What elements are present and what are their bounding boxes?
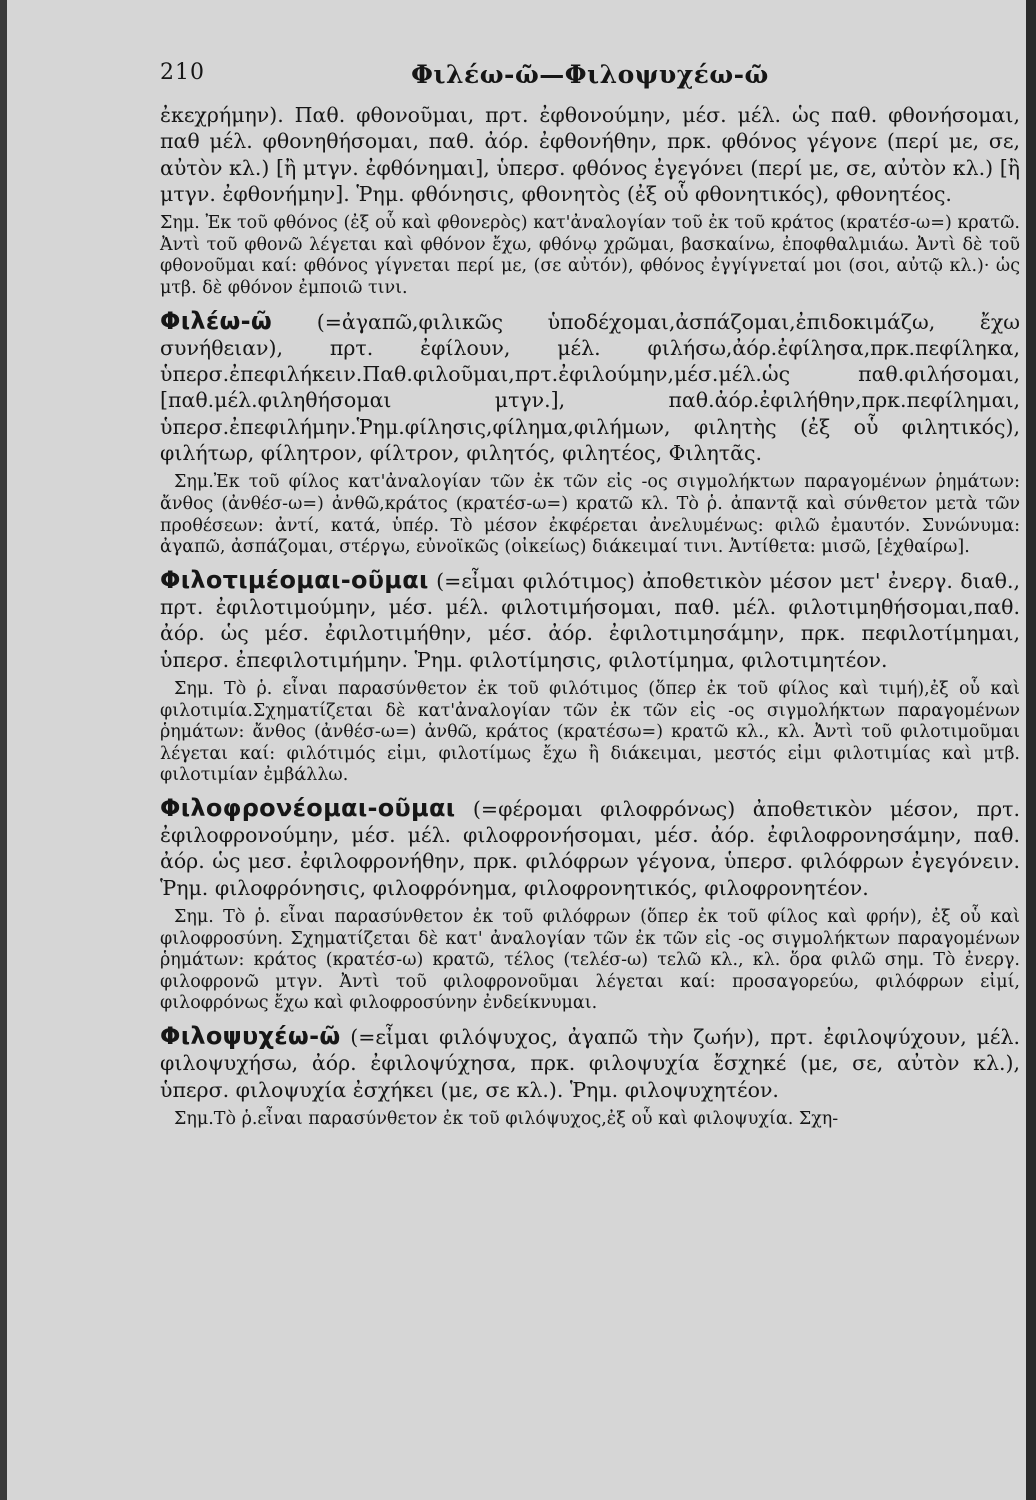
entry-text: (=εἶμαι φιλόψυχος, ἀγαπῶ τὴν ζωήν), πρτ. ἐφιλοψύχουν, μέλ. φιλοψυχήσω, ἀόρ. ἐφιλοψύχησα, πρκ. φιλοψυχία ἔσχηκέ (με, σε, αὐτὸν κλ.), ὑπερσ. φιλοψυχία ἐσχήκει (με, σε κλ.). Ῥημ. φιλοψυχητέον. [160, 1025, 1020, 1102]
entry-note: Σημ.Ἐκ τοῦ φίλος κατ'ἀναλογίαν τῶν ἐκ τῶν εἰς -ος σιγμολήκτων παραγομένων ῥημάτων: ἄνθος (ἀνθέσ-ω=) ἀνθῶ,κράτος (κρατέσ-ω=) κρατῶ κλ. Τὸ ῥ. ἀπαντᾷ καὶ σύνθετον μετὰ τῶν προθέσεων: ἀντί, κατά, ὑπέρ. Τὸ μέσον ἐκφέρεται ἀνελυμένως: φιλῶ ἐμαυτόν. Συνώνυμα: ἀγαπῶ, ἀσπάζομαι, στέργω, εὐνοϊκῶς (οἰκείως) διάκειμαί τινι. Ἀντίθετα: μισῶ, [ἐχθαίρω]. [160, 472, 1020, 558]
entry-note: Σημ. Τὸ ῥ. εἶναι παρασύνθετον ἐκ τοῦ φιλόφρων (ὅπερ ἐκ τοῦ φίλος καὶ φρήν), ἐξ οὗ καὶ φιλοφροσύνη. Σχηματίζεται δὲ κατ' ἀναλογίαν τῶν ἐκ τῶν εἰς -ος σιγμολήκτων παραγομένων ῥημάτων: κράτος (κρατέσ-ω) κρατῶ, τέλος (τελέσ-ω) τελῶ κλ., κλ. ὅρα φιλῶ σημ. Τὸ ἐνεργ. φιλοφρονῶ μτγν. Ἀντὶ τοῦ φιλοφρονοῦμαι λέγεται καί: προσαγορεύω, φιλόφρων εἰμί, φιλοφρόνως ἔχω καὶ φιλοφροσύνην ἐνδείκνυμαι. [160, 907, 1020, 1014]
page-edge-left [0, 0, 7, 1500]
entry-note: Σημ.Τὸ ῥ.εἶναι παρασύνθετον ἐκ τοῦ φιλόψυχος,ἐξ οὗ καὶ φιλοψυχία. Σχη- [174, 1108, 839, 1129]
entry-philopsycheo [160, 1023, 1020, 1130]
entry-text: (=ἀγαπῶ,φιλικῶς ὑποδέχομαι,ἀσπάζομαι,ἐπιδοκιμάζω, ἔχω συνήθειαν), πρτ. ἐφίλουν, μέλ. φιλήσω,ἀόρ.ἐφίλησα,πρκ.πεφίληκα, ὑπερσ.ἐπεφιλήκειν.Παθ.φιλοῦμαι,πρτ.ἐφιλούμην,μέσ.μέλ.ὡς παθ.φιλήσομαι,[παθ.μέλ.φιληθήσομαι μτγν.], παθ.ἀόρ.ἐφιλήθην,πρκ.πεφίλημαι, ὑπερσ.ἐπεφιλήμην.Ῥημ.φίλησις,φίλημα,φιλήμων, φιλητὴς (ἐξ οὗ φιλητικός), φιλήτωρ, φίλητρον, φίλτρον, φιλητός, φιλητέος, Φιλητᾶς. [160, 309, 1020, 466]
entry-lemma: Φιλοψυχέω-ῶ [160, 1022, 341, 1051]
intro-text: ἐκεχρήμην). Παθ. φθονοῦμαι, πρτ. ἐφθονούμην, μέσ. μέλ. ὡς παθ. φθονήσομαι, παθ μέλ. φθονηθήσομαι, παθ. ἀόρ. ἐφθονήθην, πρκ. φθόνος γέγονε (περί με, σε, αὐτὸν κλ.) [ἢ μτγν. ἐφθόνημαι], ὑπερσ. φθόνος ἐγεγόνει (περί με, σε, αὐτὸν κλ.) [ἢ μτγν. ἐφθονήμην]. Ῥημ. φθόνησις, φθονητὸς (ἐξ οὗ φθονητικός), φθονητέος. [160, 103, 1020, 206]
entry-philotimeomai [160, 567, 1020, 787]
running-head: Φιλέω-ῶ—Φιλοψυχέω-ῶ [411, 60, 769, 89]
entry-lemma: Φιλοτιμέομαι-οῦμαι [160, 565, 429, 594]
entry-lemma: Φιλέω-ῶ [160, 306, 273, 335]
entry-lemma: Φιλοφρονέομαι-οῦμαι [160, 793, 456, 822]
entry-text: (=φέρομαι φιλοφρόνως) ἀποθετικὸν μέσον, πρτ. ἐφιλοφρονούμην, μέσ. μέλ. φιλοφρονήσομαι, μέσ. ἀόρ. ἐφιλοφρονησάμην, παθ. ἀόρ. ὡς μεσ. ἐφιλοφρονήθην, πρκ. φιλόφρων γέγονα, ὑπερσ. φιλόφρων ἐγεγόνειν. Ῥημ. φιλοφρόνησις, φιλοφρόνημα, φιλοφρονητικός, φιλοφρονητέον. [160, 796, 1020, 900]
page-number: 210 [160, 60, 205, 85]
entry-text: (=εἶμαι φιλότιμος) ἀποθετικὸν μέσον μετ' ἐνεργ. διαθ., πρτ. ἐφιλοτιμούμην, μέσ. μέλ. φιλοτιμήσομαι, παθ. μέλ. φιλοτιμηθήσομαι,παθ. ἀόρ. ὡς μέσ. ἐφιλοτιμήθην, μέσ. ἀόρ. ἐφιλοτιμησάμην, πρκ. πεφιλοτίμημαι, ὑπερσ. ἐπεφιλοτιμήμην. Ῥημ. φιλοτίμησις, φιλοτίμημα, φιλοτιμητέον. [160, 568, 1020, 672]
page-header [160, 60, 1020, 102]
intro-note: Σημ. Ἐκ τοῦ φθόνος (ἐξ οὗ καὶ φθονερὸς) κατ'ἀναλογίαν τοῦ ἐκ τοῦ κράτος (κρατέσ-ω=) κρατῶ. Ἀντὶ τοῦ φθονῶ λέγεται καὶ φθόνον ἔχω, φθόνῳ χρῶμαι, βασκαίνω, ἐποφθαλμιάω. Ἀντὶ δὲ τοῦ φθονοῦμαι καί: φθόνος γίγνεται περί με, (σε αὐτόν), φθόνος ἐγγίγνεταί μοι (σοι, αὐτῷ κλ.)· ὡς μτβ. δὲ φθόνον ἐμποιῶ τινι. [160, 213, 1020, 298]
entry-philophroneomai [160, 795, 1020, 1015]
page-content [160, 60, 1020, 1139]
entry-phileo [160, 308, 1020, 559]
page-edge-right [1026, 0, 1036, 1500]
entry-note: Σημ. Τὸ ῥ. εἶναι παρασύνθετον ἐκ τοῦ φιλότιμος (ὅπερ ἐκ τοῦ φίλος καὶ τιμή),ἐξ οὗ καὶ φιλοτιμία.Σχηματίζεται δὲ κατ'ἀναλογίαν τῶν ἐκ τῶν εἰς -ος σιγμολήκτων παραγομένων ῥημάτων: ἄνθος (ἀνθέσ-ω=) ἀνθῶ, κράτος (κρατέσω=) κρατῶ κλ., κλ. Ἀντὶ τοῦ φιλοτιμοῦμαι λέγεται καί: φιλότιμός εἰμι, φιλοτίμως ἔχω ἢ διάκειμαι, μεστός εἰμι φιλοτιμίας καὶ μτβ. φιλοτιμίαν ἐμβάλλω. [160, 678, 1020, 786]
